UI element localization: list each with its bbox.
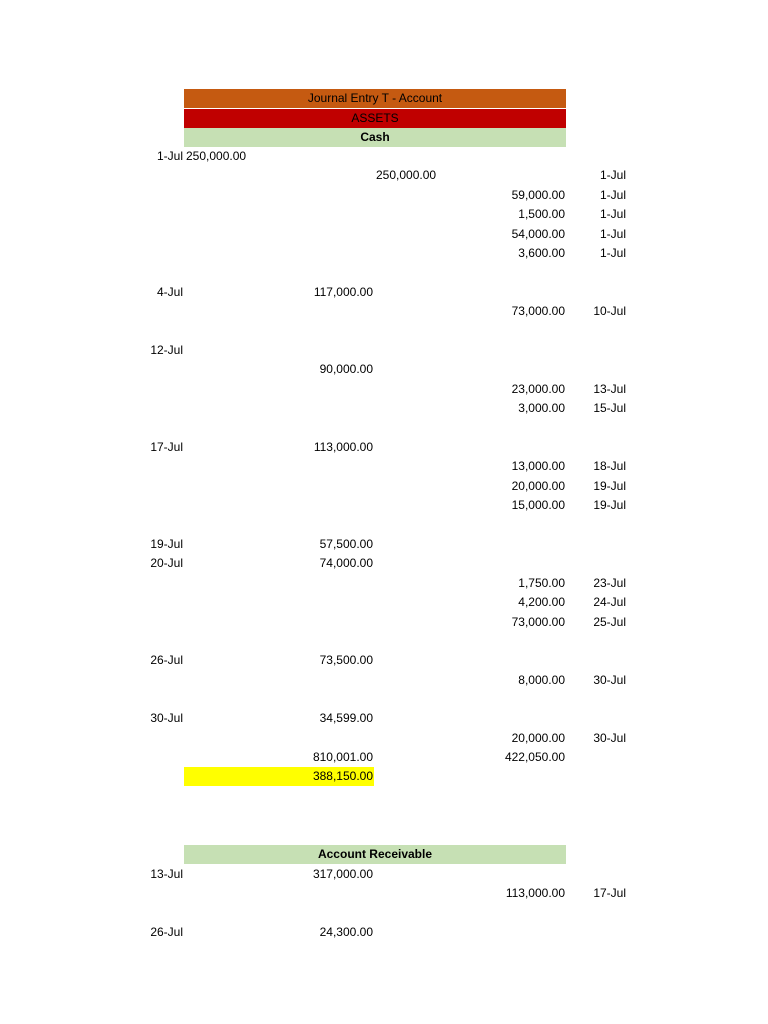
credit-date: 13-Jul: [593, 382, 626, 396]
credit-amount: 23,000.00: [511, 382, 565, 396]
cash-entry-row: [0, 554, 768, 573]
cash-entry-row: [0, 651, 768, 670]
credit-amount: 113,000.00: [505, 886, 565, 900]
credit-amount: 3,600.00: [518, 246, 565, 260]
receivable-entry-row: [0, 923, 768, 942]
cash-entry-row: [0, 399, 768, 418]
credit-amount: 59,000.00: [511, 188, 565, 202]
cash-entry-row: [0, 225, 768, 244]
debit-date: 30-Jul: [150, 711, 183, 725]
debit-date: 17-Jul: [150, 440, 183, 454]
debit-amount: 113,000.00: [313, 440, 373, 454]
credit-amount: 1,500.00: [518, 207, 565, 221]
receivable-entry-row: [0, 884, 768, 903]
cash-entry-row: [0, 186, 768, 205]
cash-entry-row: [0, 380, 768, 399]
category-header: ASSETS: [184, 109, 566, 128]
cash-account-header: Cash: [184, 128, 566, 147]
debit-amount: 24,300.00: [319, 925, 373, 939]
total-credit: 422,050.00: [504, 750, 565, 764]
credit-amount: 73,000.00: [511, 304, 565, 318]
credit-date: 1-Jul: [599, 227, 626, 241]
debit-amount: 250,000.00: [186, 149, 247, 163]
credit-amount: 3,000.00: [518, 401, 565, 415]
balance-amount: 388,150.00: [312, 769, 373, 783]
cash-entry-row: [0, 457, 768, 476]
cash-entry-row: [0, 341, 768, 360]
credit-date: 17-Jul: [593, 886, 626, 900]
debit-amount: 90,000.00: [319, 362, 373, 376]
debit-amount: 117,000.00: [313, 285, 373, 299]
cash-entry-row: [0, 535, 768, 554]
credit-date: 23-Jul: [593, 576, 626, 590]
cash-entry-row: [0, 496, 768, 515]
cash-entry-row: [0, 360, 768, 379]
debit-date: 12-Jul: [150, 343, 183, 357]
credit-date: 24-Jul: [593, 595, 626, 609]
debit-amount: 73,500.00: [319, 653, 373, 667]
credit-date: 1-Jul: [599, 188, 626, 202]
credit-amount: 4,200.00: [518, 595, 565, 609]
credit-amount: 20,000.00: [511, 479, 565, 493]
debit-amount: 317,000.00: [312, 867, 373, 881]
debit-date: 26-Jul: [150, 925, 183, 939]
debit-amount: 57,500.00: [319, 537, 373, 551]
receivable-account-header: Account Receivable: [184, 845, 566, 864]
credit-amount: 54,000.00: [511, 227, 565, 241]
debit-date: 4-Jul: [156, 285, 183, 299]
sheet-title: Journal Entry T - Account: [184, 89, 566, 108]
credit-date: 18-Jul: [593, 459, 626, 473]
cash-entry-row: [0, 574, 768, 593]
debit-date: 20-Jul: [150, 556, 183, 570]
cash-totals-row: [0, 748, 768, 767]
cash-entry-row: [0, 671, 768, 690]
credit-date: 19-Jul: [593, 498, 626, 512]
cash-entry-row: [0, 477, 768, 496]
credit-date: 15-Jul: [593, 401, 626, 415]
credit-date: 1-Jul: [599, 246, 626, 260]
credit-amount: 73,000.00: [511, 615, 565, 629]
debit-date: 19-Jul: [150, 537, 183, 551]
cash-entry-row: [0, 438, 768, 457]
credit-amount: 13,000.00: [511, 459, 565, 473]
credit-date: 30-Jul: [593, 673, 626, 687]
credit-amount: 8,000.00: [518, 673, 565, 687]
credit-amount: 20,000.00: [511, 731, 565, 745]
cash-entry-row: [0, 709, 768, 728]
cash-entry-row: [0, 283, 768, 302]
debit-date: 26-Jul: [150, 653, 183, 667]
credit-date: 25-Jul: [593, 615, 626, 629]
cash-opening-credit-row: [0, 166, 768, 185]
credit-date: 1-Jul: [599, 168, 626, 182]
debit-amount: 74,000.00: [319, 556, 373, 570]
credit-date: 30-Jul: [593, 731, 626, 745]
total-debit: 810,001.00: [312, 750, 373, 764]
credit-date: 1-Jul: [599, 207, 626, 221]
cash-opening-row: [0, 147, 768, 166]
credit-date: 19-Jul: [593, 479, 626, 493]
receivable-entry-row: [0, 865, 768, 884]
credit-amount: 1,750.00: [518, 576, 565, 590]
credit-date: 10-Jul: [593, 304, 626, 318]
cash-entry-row: [0, 613, 768, 632]
cash-entry-row: [0, 302, 768, 321]
cash-entry-row: [0, 729, 768, 748]
cash-entry-row: [0, 244, 768, 263]
credit-amount: 250,000.00: [376, 168, 437, 182]
debit-amount: 34,599.00: [319, 711, 373, 725]
cash-entry-row: [0, 205, 768, 224]
debit-date: 1-Jul: [156, 149, 183, 163]
debit-date: 13-Jul: [150, 867, 183, 881]
cash-entry-row: [0, 593, 768, 612]
cash-balance-row: [0, 767, 768, 786]
credit-amount: 15,000.00: [511, 498, 565, 512]
